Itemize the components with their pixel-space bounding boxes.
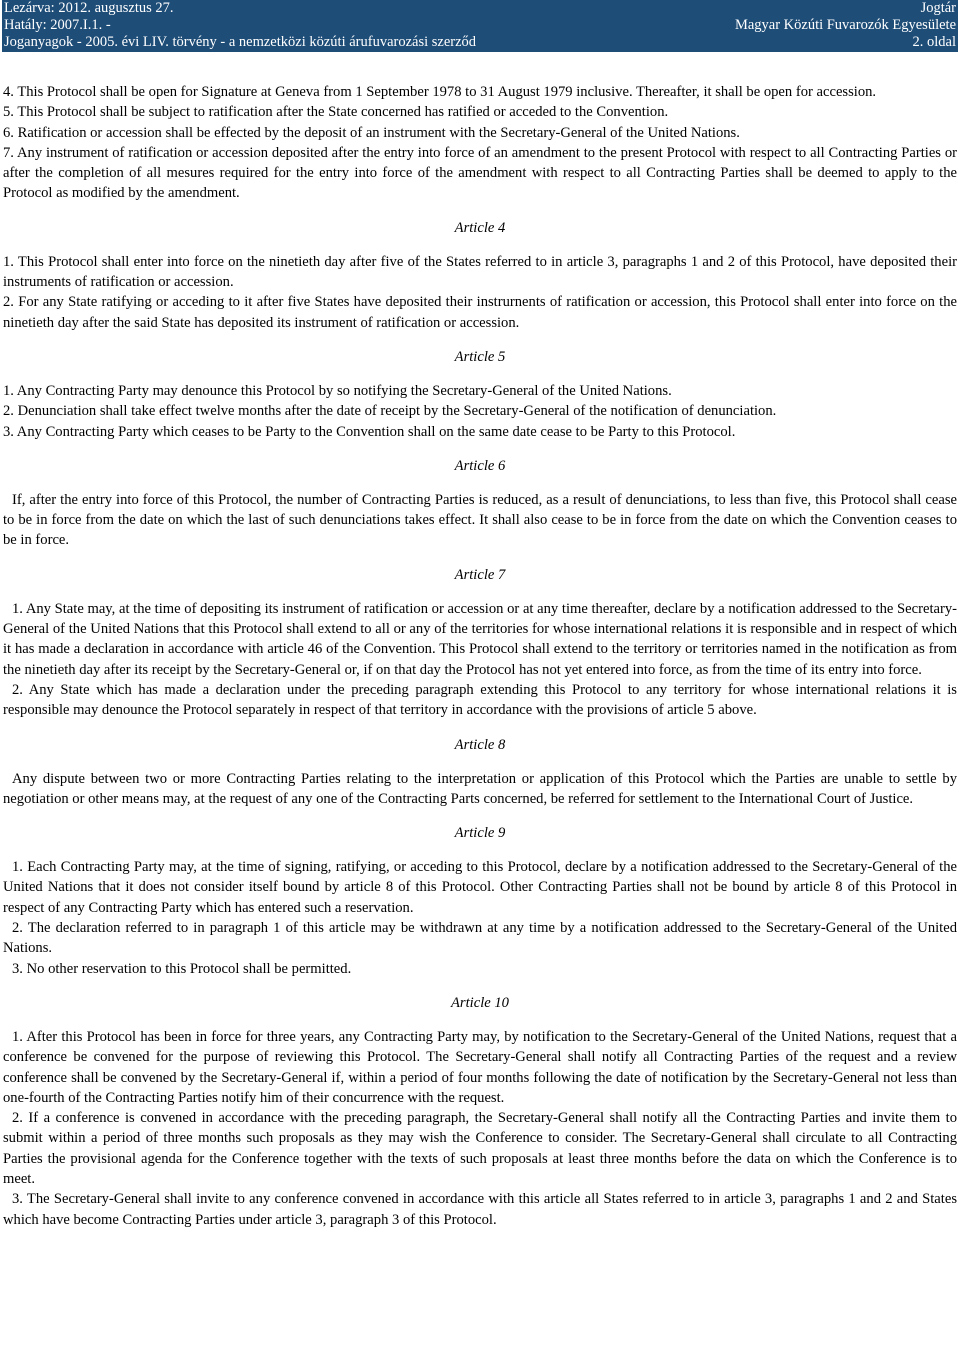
article10-paragraph-1: 1. After this Protocol has been in force for three years, any Contracting Party may, by notification to the Secretary-General of the United Nations, request that a conference be convened for the purpose of reviewing this Protocol. The Secretary-General shall notify all Contracting Parties of the request and a review conference shall be convened by the Secretary-General if, within a period of four months following the date of notification by the Secretary-General not less than one-fourth of the Contracting Parties notify him of their concurrence with the request. (3, 1028, 957, 1106)
article4-heading: Article 4 (454, 219, 506, 236)
article10-paragraph-3: 3. The Secretary-General shall invite to any conference convened in accordance with this article all States referred to in article 3, paragraphs 1 and 2 and States which have become Contracting Parties under article 3, paragraph 3 of this Protocol. (3, 1191, 957, 1228)
article7-paragraph-1: 1. Any State may, at the time of depositing its instrument of ratification or accession or at any time thereafter, declare by a notification addressed to the Secretary-General of the United Nations that this Protocol shall extend to all or any of the territories for whose international relations it is responsible and in respect of which it has made a declaration in accordance with article 46 of the Convention. This Protocol shall extend to the territory or territories named in the notification as from the ninetieth day after its receipt by the Secretary-General or, if on that day the Protocol has not yet entered into force, as from the time of its entry into force. (3, 600, 957, 678)
article5-paragraph-3: 3. Any Contracting Party which ceases to be Party to the Convention shall on the same date cease to be Party to this Protocol. (3, 423, 736, 440)
document-header (2, 0, 958, 52)
header-row-1 (4, 0, 956, 17)
article9-paragraph-1: 1. Each Contracting Party may, at the time of signing, ratifying, or acceding to this Protocol, declare by a notification addressed to the Secretary-General of the United Nations that it does not consider itself bound by article 8 of this Protocol. Other Contracting Parties shall not be bound by article 8 of this Protocol in respect of any Contracting Party which has entered such a reservation. (3, 859, 957, 916)
article10-paragraph-2: 2. If a conference is convened in accordance with the preceding paragraph, the Secretary-General shall notify all the Contracting Parties and invite them to submit within a period of three months such proposals as they may wish the Conference to consider. The Secretary-General shall circulate to all Contracting Parties the provisional agenda for the Conference together with the texts of such proposals at least three months before the data on which the Conference is to meet. (3, 1110, 957, 1187)
article3-paragraph-7: 7. Any instrument of ratification or accession deposited after the entry into force of an amendment to the present Protocol with respect to all Contracting Parties or after the completion of all mesures required for the entry into force of the amendment with respect to all Contracting Parties shall be deemed to apply to the Protocol as modified by the amendment. (3, 144, 957, 202)
article7-paragraph-2: 2. Any State which has made a declaration under the preceding paragraph extending this Protocol to any territory for whose international relations it is responsible may denounce the Protocol separately in respect of that territory in accordance with the provisions of article 5 above. (3, 681, 957, 719)
article8-heading: Article 8 (454, 736, 506, 753)
article4-paragraph-2: 2. For any State ratifying or acceding to it after five States have deposited their instrurnents of ratification or accession, this Protocol shall enter into force on the ninetieth day after the said State has deposited its instrument of ratification or accession. (3, 294, 957, 331)
article6-heading: Article 6 (454, 457, 506, 474)
article9-paragraph-3: 3. No other reservation to this Protocol shall be permitted. (12, 960, 352, 977)
article3-paragraph-4: 4. This Protocol shall be open for Signature at Geneva from 1 September 1978 to 31 August 1979 inclusive. Thereafter, it shall be open for accession. (3, 84, 877, 100)
article10-heading: Article 10 (451, 994, 509, 1011)
document-body (3, 82, 957, 1230)
law-title: Joganyagok - 2005. évi LIV. törvény - a nemzetközi közúti árufuvarozási szerződ (4, 34, 477, 50)
header-row-3 (4, 34, 956, 51)
closed-date: Lezárva: 2012. augusztus 27. (4, 0, 174, 16)
organization-name: Magyar Közúti Fuvarozók Egyesülete (734, 17, 956, 33)
page-number: 2. oldal (912, 34, 956, 50)
effective-date: Hatály: 2007.I.1. - (4, 17, 111, 33)
article9-paragraph-2: 2. The declaration referred to in paragraph 1 of this article may be withdrawn at any time by a notification addressed to the Secretary-General of the United Nations. (3, 920, 957, 957)
article5-paragraph-2: 2. Denunciation shall take effect twelve months after the date of receipt by the Secretary-General of the notification of denunciation. (3, 403, 777, 420)
publisher-name: Jogtár (920, 0, 956, 16)
article7-heading: Article 7 (454, 566, 506, 583)
article3-paragraph-5: 5. This Protocol shall be subject to ratification after the State concerned has ratified or acceded to the Convention. (3, 104, 669, 121)
header-row-2 (4, 17, 956, 34)
article5-paragraph-1: 1. Any Contracting Party may denounce this Protocol by so notifying the Secretary-General of the United Nations. (3, 382, 672, 399)
article3-paragraph-6: 6. Ratification or accession shall be effected by the deposit of an instrument with the Secretary-General of the United Nations. (3, 124, 740, 141)
article5-heading: Article 5 (454, 348, 506, 365)
article8-paragraph-1: Any dispute between two or more Contracting Parties relating to the interpretation or application of this Protocol which the Parties are unable to settle by negotiation or other means may, at the request of any one of the Contracting Parts concerned, be referred for settlement to the International Court of Justice. (3, 770, 957, 807)
article6-paragraph-1: If, after the entry into force of this Protocol, the number of Contracting Parties is reduced, as a result of denunciations, to less than five, this Protocol shall cease to be in force from the date on which the last of such denunciations takes effect. It shall also cease to be in force from the date on which the Convention ceases to be in force. (3, 491, 957, 549)
article4-paragraph-1: 1. This Protocol shall enter into force on the ninetieth day after five of the States referred to in article 3, paragraphs 1 and 2 of this Protocol, have deposited their instruments of ratification or accession. (3, 253, 957, 291)
article9-heading: Article 9 (454, 825, 506, 842)
